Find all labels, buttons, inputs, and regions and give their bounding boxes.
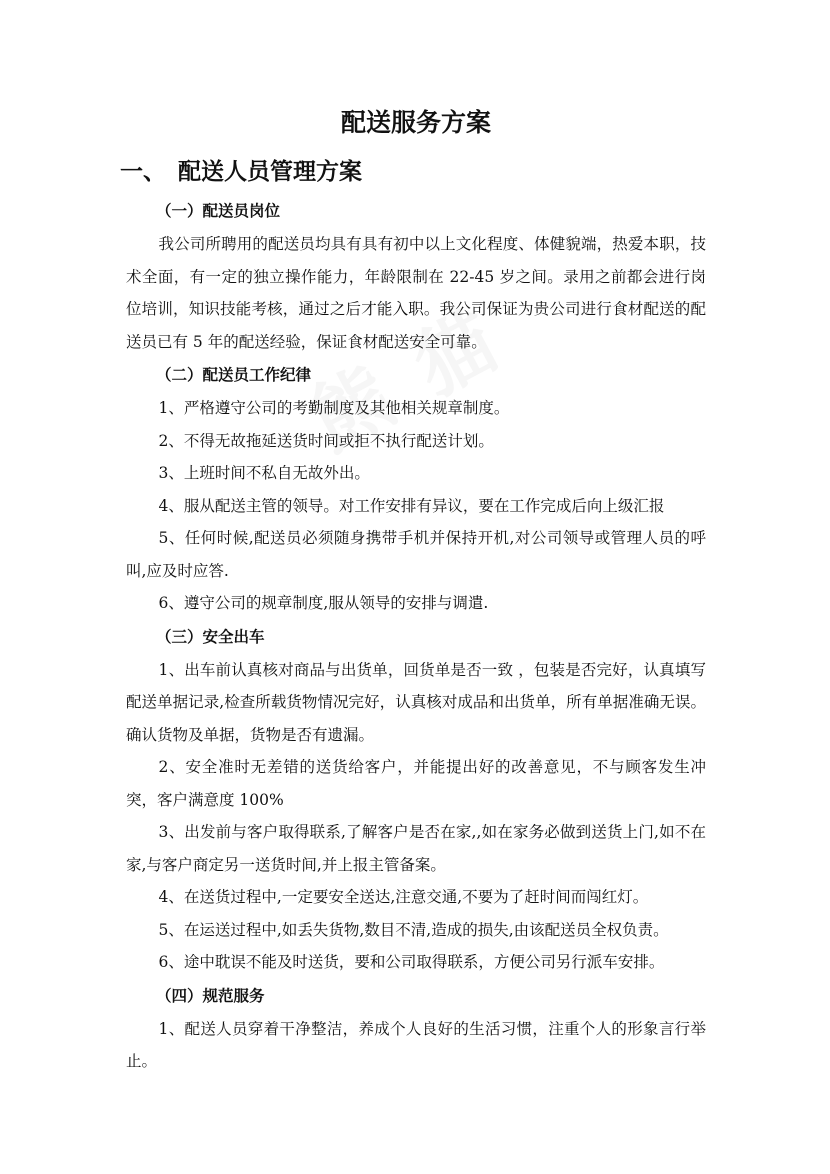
document-title: 配送服务方案 <box>340 108 491 137</box>
list-item: 3、出发前与客户取得联系,了解客户是否在家,,如在家务必做到送货上门,如不在家,与客户商定另一送货时间,并上报主管备案。 <box>126 823 706 874</box>
list-item: 1、配送人员穿着干净整洁，养成个人良好的生活习惯，注重个人的形象言行举止。 <box>126 1019 706 1070</box>
document-content <box>120 96 706 1078</box>
list-item: 3、上班时间不私自无故外出。 <box>158 464 370 482</box>
section-heading-1 <box>120 150 706 194</box>
list-item: 2、不得无故拖延送货时间或拒不执行配送计划。 <box>158 431 494 450</box>
list-item: 2、安全准时无差错的送货给客户，并能提出好的改善意见，不与顾客发生冲突，客户满意度 100% <box>126 758 706 809</box>
list-item: 1、严格遵守公司的考勤制度及其他相关规章制度。 <box>158 399 510 417</box>
list-item: 1、出车前认真核对商品与出货单，回货单是否一致 ，包装是否完好，认真填写配送单据记录,检查所载货物情况完好，认真核对成品和出货单，所有单据准确无误。确认货物及单据，货物是否有遗漏。 <box>126 660 706 744</box>
section-title-text: 配送人员管理方案 <box>178 159 362 185</box>
subsection-heading-1: （一）配送员岗位 <box>156 202 281 220</box>
list-item: 6、遵守公司的规章制度,服从领导的安排与调遣. <box>158 594 489 612</box>
list-item: 4、服从配送主管的领导。对工作安排有异议，要在工作完成后向上级汇报 <box>158 496 665 515</box>
subsection-heading-4: （四）规范服务 <box>156 986 265 1005</box>
section-number: 一、 <box>120 159 166 185</box>
list-item: 6、途中耽误不能及时送货，要和公司取得联系，方便公司另行派车安排。 <box>158 953 665 971</box>
list-item: 4、在送货过程中,一定要安全送达,注意交通,不要为了赶时间而闯红灯。 <box>158 888 649 906</box>
subsection-heading-3: （三）安全出车 <box>156 627 265 646</box>
list-item: 5、任何时候,配送员必须随身携带手机并保持开机,对公司领导或管理人员的呼叫,应及时应答. <box>126 529 706 580</box>
list-item: 5、在运送过程中,如丢失货物,数目不清,造成的损失,由该配送员全权负责。 <box>158 920 669 939</box>
subsection-heading-2: （二）配送员工作纪律 <box>156 366 312 384</box>
paragraph: 我公司所聘用的配送员均具有具有初中以上文化程度、体健貌端，热爱本职，技术全面，有一定的独立操作能力，年龄限制在 22-45 岁之间。录用之前都会进行岗位培训，知识技能考核，通过之后才能入职。我公司保证为贵公司进行食材配送的配送员已有 5 年的配送经验，保证食材配送安全可靠。 <box>126 235 706 351</box>
